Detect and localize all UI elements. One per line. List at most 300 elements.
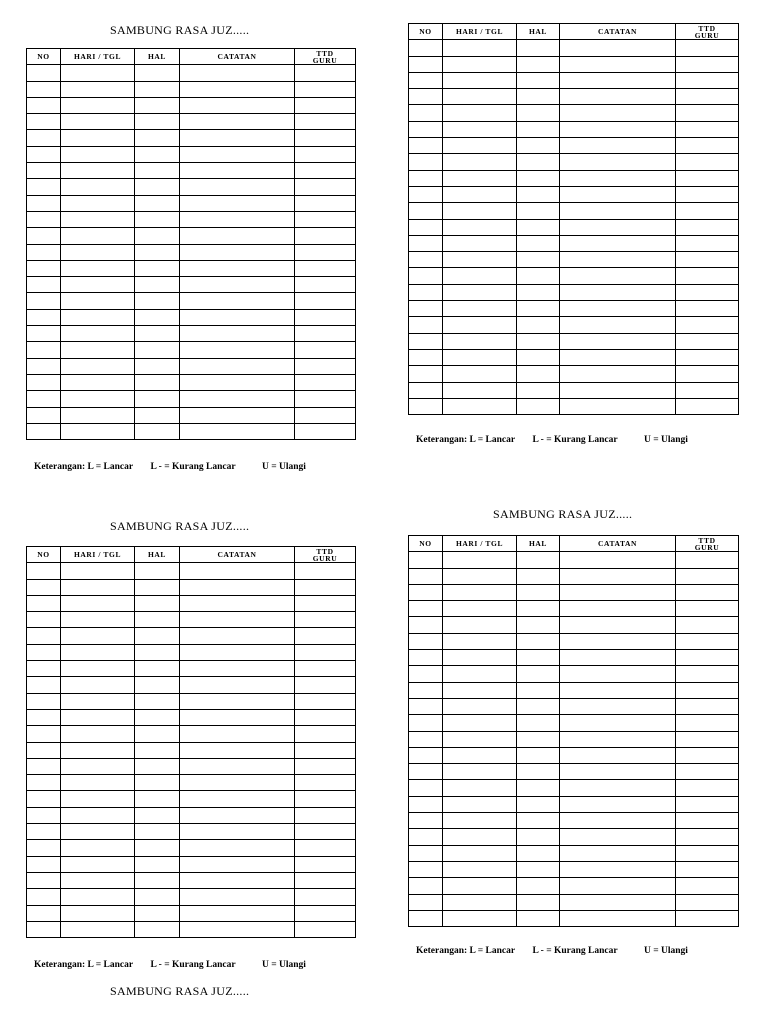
table-cell — [409, 170, 443, 186]
table-cell — [27, 179, 61, 195]
table-cell — [676, 796, 739, 812]
table-row — [27, 358, 356, 374]
table-row — [409, 382, 739, 398]
table-row — [27, 579, 356, 595]
table-cell — [27, 293, 61, 309]
header-ttd-guru — [676, 24, 739, 40]
table-cell — [180, 244, 295, 260]
table-row — [27, 644, 356, 660]
table-cell — [180, 97, 295, 113]
table-cell — [61, 81, 135, 97]
table-cell — [560, 349, 676, 365]
table-cell — [676, 813, 739, 829]
table-cell — [61, 579, 135, 595]
table-cell — [180, 709, 295, 725]
table-cell — [27, 856, 61, 872]
table-cell — [409, 568, 443, 584]
table-cell — [135, 146, 180, 162]
table-cell — [295, 130, 356, 146]
table-cell — [61, 791, 135, 807]
table-cell — [443, 584, 517, 600]
table-cell — [135, 709, 180, 725]
table-row — [27, 563, 356, 579]
table-row — [409, 698, 739, 714]
table-row — [409, 568, 739, 584]
table-row — [27, 840, 356, 856]
table-cell — [517, 56, 560, 72]
table-row — [409, 366, 739, 382]
table-cell — [560, 568, 676, 584]
table-cell — [676, 584, 739, 600]
table-row — [27, 742, 356, 758]
table-cell — [27, 840, 61, 856]
table-row — [409, 813, 739, 829]
header-hari-tgl: HARI / TGL — [443, 24, 517, 40]
header-catatan: CATATAN — [180, 547, 295, 563]
table-cell — [61, 693, 135, 709]
table-cell — [517, 845, 560, 861]
table-row — [27, 693, 356, 709]
table-cell — [560, 186, 676, 202]
table-cell — [180, 644, 295, 660]
table-cell — [61, 807, 135, 823]
table-cell — [443, 186, 517, 202]
header-ttd-guru — [295, 547, 356, 563]
table-cell — [180, 228, 295, 244]
table-row — [409, 203, 739, 219]
header-no: NO — [409, 24, 443, 40]
table-cell — [295, 595, 356, 611]
table-row — [27, 807, 356, 823]
table-row — [409, 878, 739, 894]
table-cell — [295, 260, 356, 276]
legend-ulangi: U = Ulangi — [261, 462, 306, 472]
table-cell — [295, 391, 356, 407]
table-cell — [409, 186, 443, 202]
table-row — [27, 856, 356, 872]
table-cell — [409, 617, 443, 633]
table-cell — [560, 366, 676, 382]
table-cell — [61, 775, 135, 791]
table-cell — [27, 775, 61, 791]
legend-lancar: Keterangan: L = Lancar — [34, 462, 134, 472]
table-cell — [27, 407, 61, 423]
table-cell — [135, 644, 180, 660]
table-cell — [180, 277, 295, 293]
table-cell — [443, 333, 517, 349]
table-cell — [560, 601, 676, 617]
table-cell — [295, 277, 356, 293]
table-cell — [295, 97, 356, 113]
table-cell — [560, 731, 676, 747]
table-cell — [443, 398, 517, 414]
header-hal: HAL — [135, 49, 180, 65]
table-row — [27, 81, 356, 97]
table-row — [409, 601, 739, 617]
table-cell — [27, 742, 61, 758]
table-cell — [443, 796, 517, 812]
table-cell — [295, 742, 356, 758]
header-catatan: CATATAN — [560, 536, 676, 552]
table-cell — [61, 742, 135, 758]
table-row — [27, 244, 356, 260]
table-cell — [295, 872, 356, 888]
legend — [34, 960, 306, 970]
table-row — [27, 889, 356, 905]
table-cell — [61, 407, 135, 423]
table-cell — [61, 709, 135, 725]
table-cell — [61, 293, 135, 309]
table-cell — [135, 228, 180, 244]
table-cell — [443, 552, 517, 568]
table-cell — [27, 391, 61, 407]
table-row — [409, 105, 739, 121]
table-cell — [295, 905, 356, 921]
table-cell — [409, 382, 443, 398]
table-cell — [409, 861, 443, 877]
table-row — [409, 89, 739, 105]
table-cell — [560, 633, 676, 649]
table-cell — [517, 252, 560, 268]
table-header-row — [409, 24, 739, 40]
table-cell — [135, 612, 180, 628]
table-row — [409, 731, 739, 747]
table-cell — [61, 595, 135, 611]
table-cell — [27, 228, 61, 244]
table-cell — [443, 845, 517, 861]
table-cell — [295, 179, 356, 195]
table-row — [27, 146, 356, 162]
table-cell — [676, 349, 739, 365]
table-cell — [27, 423, 61, 439]
table-cell — [560, 552, 676, 568]
table-cell — [180, 824, 295, 840]
table-cell — [61, 342, 135, 358]
table-cell — [295, 293, 356, 309]
header-ttd-guru — [295, 49, 356, 65]
table-cell — [180, 211, 295, 227]
table-cell — [409, 780, 443, 796]
table-cell — [135, 211, 180, 227]
table-cell — [443, 568, 517, 584]
table-cell — [676, 382, 739, 398]
table-cell — [135, 921, 180, 937]
table-cell — [443, 170, 517, 186]
table-cell — [61, 758, 135, 774]
table-cell — [61, 856, 135, 872]
table-cell — [61, 97, 135, 113]
table-cell — [135, 791, 180, 807]
table-cell — [295, 407, 356, 423]
table-cell — [180, 628, 295, 644]
table-cell — [135, 293, 180, 309]
table-cell — [61, 179, 135, 195]
table-cell — [560, 764, 676, 780]
header-hari-tgl: HARI / TGL — [61, 49, 135, 65]
table-cell — [295, 628, 356, 644]
table-cell — [27, 309, 61, 325]
table-cell — [180, 146, 295, 162]
table-cell — [135, 758, 180, 774]
table-cell — [517, 121, 560, 137]
table-cell — [409, 894, 443, 910]
table-cell — [27, 677, 61, 693]
table-cell — [443, 650, 517, 666]
table-cell — [560, 219, 676, 235]
table-cell — [443, 366, 517, 382]
table-cell — [676, 317, 739, 333]
table-cell — [517, 105, 560, 121]
table-cell — [443, 219, 517, 235]
table-cell — [560, 105, 676, 121]
table-cell — [443, 633, 517, 649]
table-cell — [135, 807, 180, 823]
table-header-row — [409, 536, 739, 552]
table-row — [27, 791, 356, 807]
table-cell — [517, 301, 560, 317]
table-row — [409, 56, 739, 72]
table-cell — [295, 423, 356, 439]
table-cell — [27, 612, 61, 628]
table-cell — [295, 677, 356, 693]
table-cell — [409, 40, 443, 56]
table-cell — [61, 824, 135, 840]
table-cell — [27, 114, 61, 130]
table-cell — [676, 89, 739, 105]
table-cell — [409, 552, 443, 568]
table-cell — [27, 709, 61, 725]
table-cell — [443, 382, 517, 398]
table-row — [409, 650, 739, 666]
table-cell — [61, 921, 135, 937]
table-cell — [443, 349, 517, 365]
table-cell — [560, 666, 676, 682]
table-cell — [61, 628, 135, 644]
table-cell — [517, 203, 560, 219]
header-hal: HAL — [517, 24, 560, 40]
table-cell — [517, 186, 560, 202]
table-cell — [560, 170, 676, 186]
table-cell — [517, 333, 560, 349]
table-cell — [676, 568, 739, 584]
table-cell — [443, 72, 517, 88]
table-cell — [560, 333, 676, 349]
table-cell — [295, 163, 356, 179]
header-ttd-line2: GURU — [312, 55, 338, 65]
table-row — [27, 260, 356, 276]
table-cell — [560, 382, 676, 398]
table-cell — [409, 268, 443, 284]
table-cell — [443, 235, 517, 251]
table-cell — [676, 170, 739, 186]
log-table — [26, 48, 356, 440]
table-cell — [560, 56, 676, 72]
table-cell — [443, 40, 517, 56]
table-cell — [409, 845, 443, 861]
table-cell — [409, 398, 443, 414]
table-cell — [27, 342, 61, 358]
table-cell — [517, 764, 560, 780]
table-row — [409, 121, 739, 137]
table-cell — [61, 374, 135, 390]
table-row — [27, 775, 356, 791]
table-cell — [443, 715, 517, 731]
table-row — [409, 894, 739, 910]
table-cell — [61, 358, 135, 374]
table-cell — [61, 130, 135, 146]
table-cell — [27, 163, 61, 179]
table-cell — [135, 163, 180, 179]
table-row — [27, 905, 356, 921]
table-cell — [61, 644, 135, 660]
table-cell — [517, 747, 560, 763]
log-table — [26, 546, 356, 938]
table-cell — [676, 715, 739, 731]
table-cell — [61, 872, 135, 888]
table-row — [409, 633, 739, 649]
table-cell — [676, 731, 739, 747]
table-cell — [409, 252, 443, 268]
table-cell — [295, 146, 356, 162]
table-cell — [27, 726, 61, 742]
table-cell — [295, 693, 356, 709]
table-cell — [409, 910, 443, 926]
table-cell — [135, 309, 180, 325]
table-cell — [180, 758, 295, 774]
table-cell — [560, 89, 676, 105]
table-cell — [295, 612, 356, 628]
table-cell — [135, 693, 180, 709]
table-row — [27, 179, 356, 195]
table-cell — [676, 121, 739, 137]
table-cell — [61, 391, 135, 407]
table-cell — [560, 398, 676, 414]
table-row — [27, 758, 356, 774]
table-row — [27, 677, 356, 693]
table-cell — [560, 252, 676, 268]
table-cell — [135, 579, 180, 595]
table-cell — [560, 617, 676, 633]
table-cell — [295, 921, 356, 937]
table-row — [27, 65, 356, 81]
table-cell — [676, 219, 739, 235]
table-cell — [180, 342, 295, 358]
table-cell — [295, 326, 356, 342]
table-cell — [676, 878, 739, 894]
table-cell — [295, 211, 356, 227]
table-cell — [135, 824, 180, 840]
table-cell — [560, 682, 676, 698]
table-cell — [61, 195, 135, 211]
table-row — [27, 163, 356, 179]
table-cell — [27, 921, 61, 937]
table-cell — [443, 666, 517, 682]
table-cell — [676, 910, 739, 926]
table-cell — [180, 921, 295, 937]
table-cell — [409, 301, 443, 317]
table-row — [409, 219, 739, 235]
table-cell — [180, 260, 295, 276]
table-cell — [517, 698, 560, 714]
table-cell — [676, 72, 739, 88]
table-cell — [295, 856, 356, 872]
table-cell — [27, 758, 61, 774]
table-cell — [180, 326, 295, 342]
table-cell — [135, 856, 180, 872]
table-cell — [676, 698, 739, 714]
table-cell — [135, 195, 180, 211]
table-cell — [560, 845, 676, 861]
table-cell — [676, 138, 739, 154]
table-row — [409, 715, 739, 731]
table-cell — [560, 317, 676, 333]
table-cell — [295, 775, 356, 791]
table-row — [409, 154, 739, 170]
table-cell — [409, 333, 443, 349]
table-cell — [517, 780, 560, 796]
table-cell — [560, 203, 676, 219]
table-cell — [517, 894, 560, 910]
table-cell — [409, 105, 443, 121]
table-row — [27, 195, 356, 211]
table-row — [27, 391, 356, 407]
table-cell — [443, 894, 517, 910]
table-cell — [517, 138, 560, 154]
table-cell — [560, 584, 676, 600]
table-row — [409, 617, 739, 633]
table-cell — [443, 601, 517, 617]
table-cell — [180, 905, 295, 921]
table-cell — [135, 595, 180, 611]
table-cell — [180, 791, 295, 807]
table-row — [27, 709, 356, 725]
table-cell — [517, 366, 560, 382]
table-cell — [517, 666, 560, 682]
table-cell — [409, 878, 443, 894]
table-cell — [560, 715, 676, 731]
table-row — [409, 764, 739, 780]
table-cell — [135, 179, 180, 195]
table-cell — [295, 563, 356, 579]
table-cell — [61, 326, 135, 342]
header-ttd-line1: TTD — [316, 48, 334, 58]
table-cell — [517, 568, 560, 584]
table-cell — [517, 682, 560, 698]
header-no: NO — [27, 547, 61, 563]
table-cell — [443, 682, 517, 698]
table-cell — [443, 105, 517, 121]
table-row — [409, 317, 739, 333]
legend-kurang-lancar: L - = Kurang Lancar — [532, 946, 618, 956]
table-row — [409, 252, 739, 268]
table-cell — [443, 747, 517, 763]
table-cell — [135, 726, 180, 742]
table-cell — [409, 317, 443, 333]
table-cell — [676, 650, 739, 666]
table-cell — [27, 905, 61, 921]
table-cell — [560, 780, 676, 796]
table-cell — [517, 829, 560, 845]
table-cell — [676, 633, 739, 649]
table-cell — [61, 726, 135, 742]
table-cell — [295, 195, 356, 211]
legend — [416, 435, 688, 445]
table-cell — [180, 595, 295, 611]
table-row — [409, 40, 739, 56]
legend — [416, 946, 688, 956]
table-cell — [27, 81, 61, 97]
table-cell — [443, 780, 517, 796]
